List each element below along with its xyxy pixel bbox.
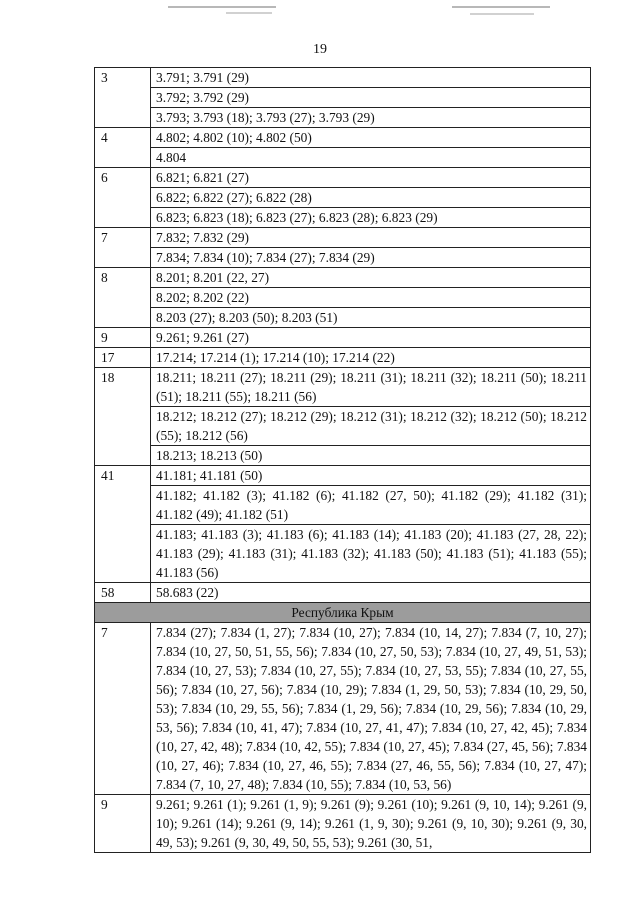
group-number-cell: 17: [95, 348, 151, 368]
code-list-cell: 7.834; 7.834 (10); 7.834 (27); 7.834 (29): [151, 248, 591, 268]
table-row: [95, 525, 591, 583]
code-list-cell: 6.823; 6.823 (18); 6.823 (27); 6.823 (28); 6.823 (29): [151, 208, 591, 228]
group-number-cell: 7: [95, 623, 151, 795]
table-row: [95, 208, 591, 228]
code-list-cell: 18.213; 18.213 (50): [151, 446, 591, 466]
group-number-cell: 9: [95, 795, 151, 853]
code-list-cell: 3.793; 3.793 (18); 3.793 (27); 3.793 (29): [151, 108, 591, 128]
scan-artifact: [226, 12, 272, 14]
group-number-cell: 58: [95, 583, 151, 603]
code-list-cell: 17.214; 17.214 (1); 17.214 (10); 17.214 (22): [151, 348, 591, 368]
code-list-cell: 7.832; 7.832 (29): [151, 228, 591, 248]
table-row: [95, 148, 591, 168]
table-row: [95, 268, 591, 288]
table-row: [95, 623, 591, 795]
code-list-cell: 9.261; 9.261 (27): [151, 328, 591, 348]
group-number-cell: 7: [95, 228, 151, 268]
table-row: [95, 308, 591, 328]
group-number-cell: 6: [95, 168, 151, 228]
table-row: [95, 583, 591, 603]
table-row: [95, 446, 591, 466]
table-row: [95, 288, 591, 308]
page-number: 19: [313, 42, 327, 57]
code-list-cell: 41.183; 41.183 (3); 41.183 (6); 41.183 (14); 41.183 (20); 41.183 (27, 28, 22); 41.183 (29); 41.183 (31); 41.183 (32); 41.183 (50); 41.183 (51); 41.183 (55); 41.183 (56): [151, 525, 591, 583]
group-number-cell: 3: [95, 68, 151, 128]
code-list-cell: 6.821; 6.821 (27): [151, 168, 591, 188]
table-row: [95, 228, 591, 248]
region-header-row: [95, 603, 591, 623]
region-header: Республика Крым: [95, 603, 591, 623]
table-row: [95, 368, 591, 407]
code-list-cell: 3.791; 3.791 (29): [151, 68, 591, 88]
codes-table: [94, 67, 591, 853]
group-number-cell: 8: [95, 268, 151, 328]
codes-table-body: [95, 68, 591, 853]
code-list-cell: 3.792; 3.792 (29): [151, 88, 591, 108]
group-number-cell: 18: [95, 368, 151, 466]
code-list-cell: 41.181; 41.181 (50): [151, 466, 591, 486]
code-list-cell: 4.804: [151, 148, 591, 168]
scan-artifact: [168, 6, 276, 8]
code-list-cell: 8.202; 8.202 (22): [151, 288, 591, 308]
code-list-cell: 18.212; 18.212 (27); 18.212 (29); 18.212 (31); 18.212 (32); 18.212 (50); 18.212 (55); 18.212 (56): [151, 407, 591, 446]
code-list-cell: 8.201; 8.201 (22, 27): [151, 268, 591, 288]
table-row: [95, 348, 591, 368]
table-row: [95, 486, 591, 525]
scan-artifact: [452, 6, 550, 8]
table-row: [95, 68, 591, 88]
group-number-cell: 9: [95, 328, 151, 348]
table-row: [95, 795, 591, 853]
code-list-cell: 7.834 (27); 7.834 (1, 27); 7.834 (10, 27); 7.834 (10, 14, 27); 7.834 (7, 10, 27); 7.834 (10, 27, 50, 51, 55, 56); 7.834 (10, 27, 50, 53); 7.834 (10, 27, 49, 51, 53); 7.834 (10, 27, 53); 7.834 (10, 27, 55); 7.834 (10, 27, 53, 55); 7.834 (10, 27, 55, 56); 7.834 (10, 27, 56); 7.834 (10, 29); 7.834 (1, 29, 50, 53); 7.834 (10, 29, 50, 53); 7.834 (10, 29, 55, 56); 7.834 (1, 29, 56); 7.834 (10, 29, 56); 7.834 (10, 29, 53, 56); 7.834 (10, 41, 47); 7.834 (10, 27, 41, 47); 7.834 (10, 27, 42, 45); 7.834 (10, 27, 42, 48); 7.834 (10, 42, 55); 7.834 (10, 27, 45); 7.834 (27, 45, 56); 7.834 (10, 27, 46); 7.834 (10, 27, 46, 55); 7.834 (27, 46, 55, 56); 7.834 (10, 27, 47); 7.834 (7, 10, 27, 48); 7.834 (10, 55); 7.834 (10, 53, 56): [151, 623, 591, 795]
table-row: [95, 108, 591, 128]
table-row: [95, 407, 591, 446]
scan-artifact: [470, 13, 534, 15]
table-row: [95, 188, 591, 208]
table-row: [95, 128, 591, 148]
code-list-cell: 9.261; 9.261 (1); 9.261 (1, 9); 9.261 (9); 9.261 (10); 9.261 (9, 10, 14); 9.261 (9, 10); 9.261 (14); 9.261 (9, 14); 9.261 (1, 9, 30); 9.261 (9, 10, 30); 9.261 (9, 30, 49, 53); 9.261 (9, 30, 49, 50, 55, 53); 9.261 (30, 51,: [151, 795, 591, 853]
code-list-cell: 41.182; 41.182 (3); 41.182 (6); 41.182 (27, 50); 41.182 (29); 41.182 (31); 41.182 (49); 41.182 (51): [151, 486, 591, 525]
code-list-cell: 18.211; 18.211 (27); 18.211 (29); 18.211 (31); 18.211 (32); 18.211 (50); 18.211 (51); 18.211 (55); 18.211 (56): [151, 368, 591, 407]
table-row: [95, 328, 591, 348]
code-list-cell: 8.203 (27); 8.203 (50); 8.203 (51): [151, 308, 591, 328]
group-number-cell: 41: [95, 466, 151, 583]
code-list-cell: 6.822; 6.822 (27); 6.822 (28): [151, 188, 591, 208]
table-row: [95, 168, 591, 188]
table-row: [95, 466, 591, 486]
code-list-cell: 4.802; 4.802 (10); 4.802 (50): [151, 128, 591, 148]
code-list-cell: 58.683 (22): [151, 583, 591, 603]
table-row: [95, 248, 591, 268]
group-number-cell: 4: [95, 128, 151, 168]
table-row: [95, 88, 591, 108]
